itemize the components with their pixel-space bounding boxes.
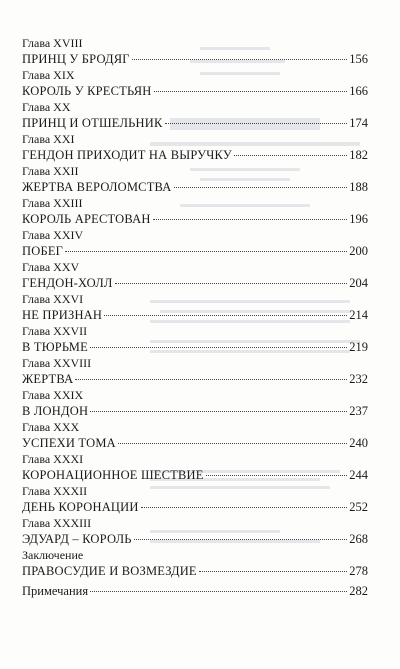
toc-line: [22, 115, 368, 131]
toc-entry: [22, 100, 368, 131]
chapter-title: ДЕНЬ КОРОНАЦИИ: [22, 500, 139, 514]
toc-entry-notes: [22, 583, 368, 599]
page-number: 196: [349, 212, 368, 226]
chapter-number: Глава XXXIII: [22, 516, 92, 530]
chapter-number: Глава XX: [22, 100, 71, 114]
chapter-number: Глава XXII: [22, 164, 79, 178]
dot-leader: [174, 187, 348, 188]
toc-line: [22, 467, 368, 483]
chapter-title: ЖЕРТВА ВЕРОЛОМСТВА: [22, 180, 172, 194]
toc-line: [22, 371, 368, 387]
toc-entry: [22, 36, 368, 67]
dot-leader: [132, 59, 348, 60]
page-number: 237: [349, 404, 368, 418]
page-number: 156: [349, 52, 368, 66]
toc-entry-conclusion: [22, 548, 368, 579]
toc-entry: [22, 356, 368, 387]
page-number: 282: [349, 584, 368, 598]
toc-entry: [22, 452, 368, 483]
chapter-number: Глава XXVI: [22, 292, 84, 306]
dot-leader: [153, 219, 348, 220]
page-number: 252: [349, 500, 368, 514]
toc-line: [22, 147, 368, 163]
chapter-number: Глава XXIX: [22, 388, 84, 402]
dot-leader: [118, 443, 347, 444]
toc-entry: [22, 292, 368, 323]
dot-leader: [90, 347, 347, 348]
chapter-title: НЕ ПРИЗНАН: [22, 308, 103, 322]
chapter-title: В ТЮРЬМЕ: [22, 340, 88, 354]
toc-line: [22, 83, 368, 99]
toc-entry: [22, 196, 368, 227]
dot-leader: [115, 283, 348, 284]
toc-line: [22, 243, 368, 259]
toc-line: [22, 435, 368, 451]
page-number: 244: [349, 468, 368, 482]
toc-entry: [22, 260, 368, 291]
page-number: 240: [349, 436, 368, 450]
toc-line: [22, 211, 368, 227]
toc-line: [22, 531, 368, 547]
toc-entry: [22, 228, 368, 259]
dot-leader: [90, 411, 347, 412]
chapter-number: Глава XXXI: [22, 452, 84, 466]
toc-entry: [22, 516, 368, 547]
chapter-number: Глава XVIII: [22, 36, 83, 50]
dot-leader: [199, 571, 347, 572]
chapter-title: УСПЕХИ ТОМА: [22, 436, 116, 450]
toc-line: [22, 179, 368, 195]
chapter-number: Глава XXIII: [22, 196, 83, 210]
page-number: 268: [349, 532, 368, 546]
toc-line: [22, 583, 368, 599]
dot-leader: [141, 507, 348, 508]
chapter-title: ГЕНДОН ПРИХОДИТ НА ВЫРУЧКУ: [22, 148, 232, 162]
toc-entry: [22, 388, 368, 419]
dot-leader: [104, 315, 347, 316]
dot-leader: [75, 379, 347, 380]
toc-entry: [22, 484, 368, 515]
page-number: 219: [349, 340, 368, 354]
toc-entry: [22, 324, 368, 355]
page-number: 166: [349, 84, 368, 98]
page-number: 188: [349, 180, 368, 194]
chapter-title: КОРОЛЬ У КРЕСТЬЯН: [22, 84, 152, 98]
toc-line: [22, 339, 368, 355]
chapter-number: Глава XXX: [22, 420, 80, 434]
chapter-number: Глава XXXII: [22, 484, 88, 498]
chapter-number: Глава XXVIII: [22, 356, 92, 370]
chapter-title: ЭДУАРД – КОРОЛЬ: [22, 532, 132, 546]
page-number: 200: [349, 244, 368, 258]
notes-title: Примечания: [22, 584, 89, 598]
section-label: Заключение: [22, 548, 84, 562]
toc-entry: [22, 132, 368, 163]
section-title: ПРАВОСУДИЕ И ВОЗМЕЗДИЕ: [22, 564, 197, 578]
chapter-title: ПРИНЦ У БРОДЯГ: [22, 52, 130, 66]
chapter-number: Глава XXIV: [22, 228, 84, 242]
chapter-title: КОРОНАЦИОННОЕ ШЕСТВИЕ: [22, 468, 204, 482]
chapter-title: ПОБЕГ: [22, 244, 64, 258]
toc-entry: [22, 68, 368, 99]
toc-line: [22, 307, 368, 323]
toc-line: [22, 499, 368, 515]
chapter-number: Глава XXV: [22, 260, 80, 274]
page-number: 174: [349, 116, 368, 130]
dot-leader: [165, 123, 348, 124]
chapter-title: В ЛОНДОН: [22, 404, 89, 418]
chapter-number: Глава XXVII: [22, 324, 88, 338]
chapter-title: ПРИНЦ И ОТШЕЛЬНИК: [22, 116, 163, 130]
page-number: 278: [349, 564, 368, 578]
toc-entry: [22, 164, 368, 195]
toc-line: [22, 403, 368, 419]
dot-leader: [206, 475, 348, 476]
toc-line: [22, 51, 368, 67]
chapter-title: КОРОЛЬ АРЕСТОВАН: [22, 212, 151, 226]
dot-leader: [154, 91, 348, 92]
chapter-number: Глава XIX: [22, 68, 75, 82]
page-number: 214: [349, 308, 368, 322]
page-number: 232: [349, 372, 368, 386]
page-number: 204: [349, 276, 368, 290]
chapter-title: ГЕНДОН-ХОЛЛ: [22, 276, 113, 290]
dot-leader: [65, 251, 347, 252]
dot-leader: [134, 539, 348, 540]
toc-line: [22, 275, 368, 291]
chapter-title: ЖЕРТВА: [22, 372, 74, 386]
page-number: 182: [349, 148, 368, 162]
table-of-contents: [22, 36, 368, 599]
dot-leader: [90, 591, 347, 592]
toc-line: [22, 563, 368, 579]
dot-leader: [234, 155, 347, 156]
chapter-number: Глава XXI: [22, 132, 75, 146]
toc-entry: [22, 420, 368, 451]
